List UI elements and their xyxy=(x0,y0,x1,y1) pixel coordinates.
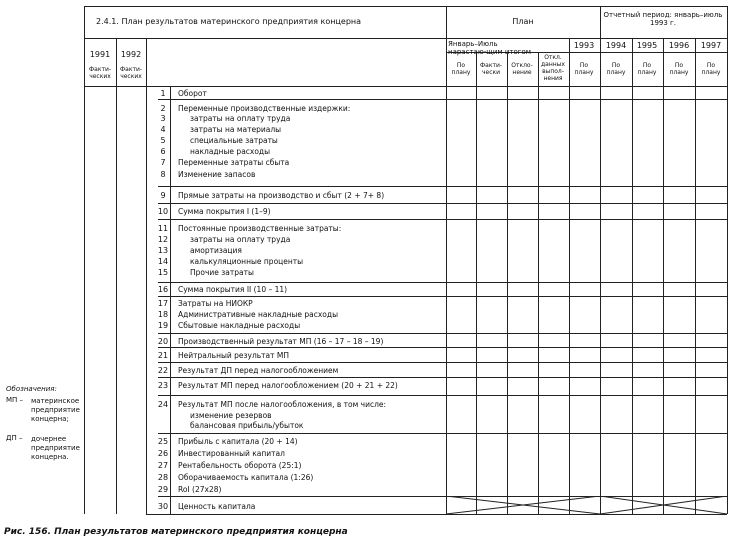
row-label: затраты на оплату труда xyxy=(190,114,291,123)
row-label: специальные затраты xyxy=(190,136,278,145)
v-col xyxy=(695,38,696,514)
row-label: Результат ДП перед налогообложением xyxy=(178,366,339,375)
row-number: 23 xyxy=(157,381,169,390)
legend-dp-text: концерна. xyxy=(31,453,69,461)
table-top-border xyxy=(84,6,727,7)
row-label: Сумма покрытия II (10 – 11) xyxy=(178,285,288,294)
row-label: RoI (27x28) xyxy=(178,485,222,494)
row-label: Переменные производственные издержки: xyxy=(178,104,351,113)
v-border xyxy=(84,6,85,514)
row-sep xyxy=(158,99,727,100)
by-plan-header: По плану xyxy=(451,62,471,76)
row-number: 22 xyxy=(157,366,169,375)
row-number: 3 xyxy=(160,114,166,123)
row-label: Результат МП после налогообложения, в том числе: xyxy=(178,400,387,409)
year-1997: 1997 xyxy=(700,41,722,50)
row-label: балансовая прибыль/убыток xyxy=(190,421,304,430)
year-1992: 1992 xyxy=(120,50,142,59)
actual-1992: Факти-ческих xyxy=(119,66,143,80)
legend-title: Обозначения: xyxy=(6,385,57,393)
row-number: 26 xyxy=(157,449,169,458)
row-number: 21 xyxy=(157,351,169,360)
row-sep xyxy=(158,377,727,378)
legend-dp-text: дочернее xyxy=(31,435,67,443)
v-col xyxy=(632,38,633,514)
row-number: 18 xyxy=(157,310,169,319)
by-plan-1994: По плану xyxy=(606,62,626,76)
legend-mp-abbr: МП – xyxy=(6,396,24,404)
row-number: 14 xyxy=(157,257,169,266)
v-border-right xyxy=(727,6,728,514)
year-1994: 1994 xyxy=(605,41,627,50)
row-label: Нейтральный результат МП xyxy=(178,351,289,360)
deviation-header: Откло-нение xyxy=(511,62,533,76)
row-label: Прибыль с капитала (20 + 14) xyxy=(178,437,298,446)
row-sep xyxy=(158,347,727,348)
row-number: 10 xyxy=(157,207,169,216)
year-1991: 1991 xyxy=(89,50,111,59)
row-sep xyxy=(158,282,727,283)
row-number: 16 xyxy=(157,285,169,294)
by-plan-1993: По плану xyxy=(574,62,594,76)
actual-1991: Факти-ческих xyxy=(88,66,112,80)
row-number: 15 xyxy=(157,268,169,277)
row-sep xyxy=(158,362,727,363)
v-col xyxy=(538,52,539,514)
year-1993: 1993 xyxy=(573,41,595,50)
v-col-1992 xyxy=(116,38,117,514)
row-number: 12 xyxy=(157,235,169,244)
row-sep xyxy=(158,219,727,220)
row-label: Сбытовые накладные расходы xyxy=(178,321,301,330)
row-number: 4 xyxy=(160,125,166,134)
header-bottom xyxy=(84,86,727,87)
row-number: 7 xyxy=(160,158,166,167)
row-number: 13 xyxy=(157,246,169,255)
legend-dp-text: предприятие xyxy=(31,444,80,452)
table-title: 2.4.1. План результатов материнского предприятия концерна xyxy=(96,17,362,26)
row-sep xyxy=(158,296,727,297)
row-label: амортизация xyxy=(190,246,242,255)
row-sep xyxy=(158,395,727,396)
row-label: затраты на оплату труда xyxy=(190,235,291,244)
row-number: 11 xyxy=(157,224,169,233)
row-number: 28 xyxy=(157,473,169,482)
row-label: Административные накладные расходы xyxy=(178,310,339,319)
row-label: Инвестированный капитал xyxy=(178,449,285,458)
legend-dp-abbr: ДП – xyxy=(6,434,23,442)
fact-header: Факти-чески xyxy=(479,62,503,76)
legend-mp-text: концерна; xyxy=(31,415,69,423)
row-number: 9 xyxy=(160,191,166,200)
row-label: изменение резервов xyxy=(190,411,272,420)
legend-mp-text: предприятие xyxy=(31,406,80,414)
row-number: 19 xyxy=(157,321,169,330)
row-label: Прямые затраты на производство и сбыт (2 + 7+ 8) xyxy=(178,191,385,200)
row-number: 27 xyxy=(157,461,169,470)
row-label: Рентабельность оборота (25:1) xyxy=(178,461,302,470)
legend-mp-text: материнское xyxy=(31,397,80,405)
row-number: 25 xyxy=(157,437,169,446)
row-sep xyxy=(158,203,727,204)
v-col-1993 xyxy=(569,38,570,514)
deviation-pct-label: Откл. данных выпол-нения xyxy=(541,54,565,82)
by-plan-1996: По плану xyxy=(669,62,689,76)
row-number: 17 xyxy=(157,299,169,308)
row-number: 29 xyxy=(157,485,169,494)
row-label: накладные расходы xyxy=(190,147,271,156)
row-label: Изменение запасов xyxy=(178,170,256,179)
v-col xyxy=(476,52,477,514)
row-number: 2 xyxy=(160,104,166,113)
row-label: Постоянные производственные затраты: xyxy=(178,224,342,233)
row-number: 20 xyxy=(157,337,169,346)
crossed-out-cells xyxy=(446,496,728,515)
row-label: Оборачиваемость капитала (1:26) xyxy=(178,473,314,482)
row-label: Затраты на НИОКР xyxy=(178,299,253,308)
row-label: калькуляционные проценты xyxy=(190,257,304,266)
jan-jul-label: Январь–Июль нарастаю-щим итогом xyxy=(448,40,532,56)
row-number: 8 xyxy=(160,170,166,179)
row-label: Производственный результат МП (16 – 17 – 18 – 19) xyxy=(178,337,384,346)
header-divider xyxy=(84,38,727,39)
figure-caption: Рис. 156. План результатов материнского предприятия концерна xyxy=(4,527,348,537)
by-plan-1997: По плану xyxy=(701,62,721,76)
v-col-report xyxy=(600,6,601,514)
year-1995: 1995 xyxy=(636,41,658,50)
row-label: Оборот xyxy=(178,89,207,98)
row-number: 24 xyxy=(157,400,169,409)
row-sep xyxy=(158,433,727,434)
row-label: Результат МП перед налогообложением (20 + 21 + 22) xyxy=(178,381,398,390)
row-number: 5 xyxy=(160,136,166,145)
v-col-num xyxy=(146,38,147,514)
year-1996: 1996 xyxy=(668,41,690,50)
row-label: Прочие затраты xyxy=(190,268,254,277)
row-label: затраты на материалы xyxy=(190,125,282,134)
report-period-label: Отчетный период: январь–июль 1993 г. xyxy=(603,11,723,27)
row-sep xyxy=(158,333,727,334)
row-number: 30 xyxy=(157,502,169,511)
plan-group-label: План xyxy=(512,17,534,26)
v-col xyxy=(507,52,508,514)
row-label: Ценность капитала xyxy=(178,502,256,511)
row-number: 6 xyxy=(160,147,166,156)
by-plan-1995: По плану xyxy=(637,62,657,76)
v-col xyxy=(663,38,664,514)
row-sep xyxy=(158,186,727,187)
v-col-plan xyxy=(446,6,447,514)
row-label: Переменные затраты сбыта xyxy=(178,158,290,167)
row-label: Сумма покрытия I (1–9) xyxy=(178,207,271,216)
row-number: 1 xyxy=(160,89,166,98)
